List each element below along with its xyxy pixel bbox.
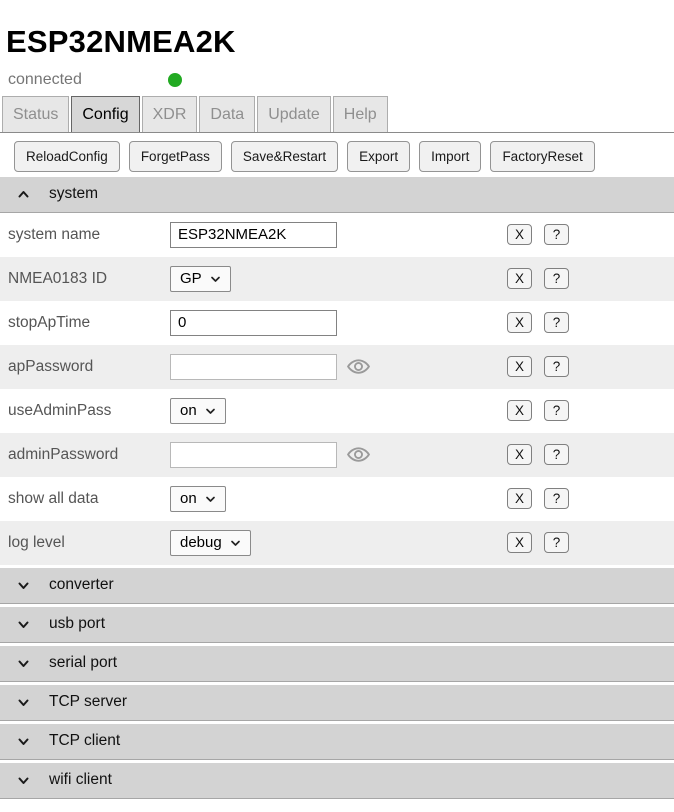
log-level-select[interactable] (170, 530, 251, 556)
section-header-usb-port[interactable] (0, 607, 674, 643)
tab-help[interactable]: Help (333, 96, 388, 132)
chevron-down-icon (17, 774, 30, 787)
field-label: apPassword (8, 357, 94, 375)
config-row-adminpassword (0, 433, 674, 477)
help-button[interactable]: ? (544, 488, 569, 509)
app-page (0, 24, 674, 799)
section-header-converter[interactable] (0, 568, 674, 604)
help-button[interactable]: ? (544, 444, 569, 465)
section-header-tcp-client[interactable] (0, 724, 674, 760)
select-value: debug (180, 534, 222, 552)
config-row-system-name (0, 213, 674, 257)
field-label: system name (8, 225, 101, 243)
config-row-nmea0183-id (0, 257, 674, 301)
useadminpass-select[interactable] (170, 398, 226, 424)
reset-value-button[interactable]: X (507, 268, 532, 289)
reloadconfig-button[interactable]: ReloadConfig (14, 141, 120, 172)
system-section-rows (0, 213, 674, 565)
field-control (170, 486, 507, 512)
row-actions (507, 224, 569, 245)
select-value: GP (180, 270, 202, 288)
chevron-down-icon (17, 696, 30, 709)
field-control (170, 442, 507, 468)
select-value: on (180, 490, 197, 508)
reset-value-button[interactable]: X (507, 356, 532, 377)
tab-update[interactable]: Update (257, 96, 331, 132)
reset-value-button[interactable]: X (507, 444, 532, 465)
chevron-down-icon (205, 494, 216, 504)
field-label: NMEA0183 ID (8, 269, 108, 287)
config-row-show-all-data (0, 477, 674, 521)
page-title: ESP32NMEA2K (6, 24, 236, 59)
config-row-stopaptime (0, 301, 674, 345)
tab-xdr[interactable]: XDR (142, 96, 198, 132)
section-header-wifi-client[interactable] (0, 763, 674, 799)
reset-value-button[interactable]: X (507, 224, 532, 245)
show-all-data-select[interactable] (170, 486, 226, 512)
section-label: TCP server (49, 693, 128, 711)
config-sections (0, 177, 674, 799)
chevron-down-icon (17, 735, 30, 748)
stopaptime-field[interactable] (170, 310, 337, 336)
tab-config[interactable]: Config (71, 96, 139, 132)
chevron-down-icon (205, 406, 216, 416)
show-password-eye-icon[interactable] (346, 357, 371, 376)
tab-data[interactable]: Data (199, 96, 255, 132)
field-label: stopApTime (8, 313, 91, 331)
reset-value-button[interactable]: X (507, 488, 532, 509)
row-actions (507, 444, 569, 465)
reset-value-button[interactable]: X (507, 312, 532, 333)
section-label: usb port (49, 615, 106, 633)
section-header-system[interactable] (0, 177, 674, 213)
section-label: system (49, 185, 99, 203)
row-actions (507, 488, 569, 509)
chevron-down-icon (17, 618, 30, 631)
help-button[interactable]: ? (544, 356, 569, 377)
config-row-useadminpass (0, 389, 674, 433)
section-label: wifi client (49, 771, 112, 789)
row-actions (507, 312, 569, 333)
config-row-log-level (0, 521, 674, 565)
field-control (170, 266, 507, 292)
chevron-down-icon (230, 538, 241, 548)
row-actions (507, 400, 569, 421)
select-value: on (180, 402, 197, 420)
show-password-eye-icon[interactable] (346, 445, 371, 464)
section-label: serial port (49, 654, 118, 672)
reset-value-button[interactable]: X (507, 532, 532, 553)
field-control (170, 222, 507, 248)
import-button[interactable]: Import (419, 141, 481, 172)
config-toolbar (14, 141, 674, 172)
forgetpass-button[interactable]: ForgetPass (129, 141, 222, 172)
field-control (170, 354, 507, 380)
field-control (170, 398, 507, 424)
field-label: adminPassword (8, 445, 119, 463)
field-label: useAdminPass (8, 401, 112, 419)
tab-status[interactable]: Status (2, 96, 69, 132)
adminpassword-field[interactable] (170, 442, 337, 468)
connection-status (0, 70, 674, 90)
help-button[interactable]: ? (544, 532, 569, 553)
tab-bar (0, 96, 674, 133)
field-control (170, 310, 507, 336)
section-label: TCP client (49, 732, 121, 750)
config-row-appassword (0, 345, 674, 389)
chevron-down-icon (210, 274, 221, 284)
appassword-field[interactable] (170, 354, 337, 380)
section-header-tcp-server[interactable] (0, 685, 674, 721)
nmea0183-id-select[interactable] (170, 266, 231, 292)
help-button[interactable]: ? (544, 224, 569, 245)
export-button[interactable]: Export (347, 141, 410, 172)
help-button[interactable]: ? (544, 268, 569, 289)
row-actions (507, 532, 569, 553)
system-name-field[interactable] (170, 222, 337, 248)
factoryreset-button[interactable]: FactoryReset (490, 141, 594, 172)
connection-status-label: connected (8, 70, 82, 88)
section-label: converter (49, 576, 114, 594)
section-header-serial-port[interactable] (0, 646, 674, 682)
chevron-down-icon (17, 657, 30, 670)
reset-value-button[interactable]: X (507, 400, 532, 421)
help-button[interactable]: ? (544, 400, 569, 421)
row-actions (507, 268, 569, 289)
save-restart-button[interactable]: Save&Restart (231, 141, 338, 172)
row-actions (507, 356, 569, 377)
field-control (170, 530, 507, 556)
chevron-up-icon (17, 188, 30, 201)
help-button[interactable]: ? (544, 312, 569, 333)
chevron-down-icon (17, 579, 30, 592)
field-label: log level (8, 533, 65, 551)
field-label: show all data (8, 489, 99, 507)
connection-status-dot (168, 73, 182, 87)
